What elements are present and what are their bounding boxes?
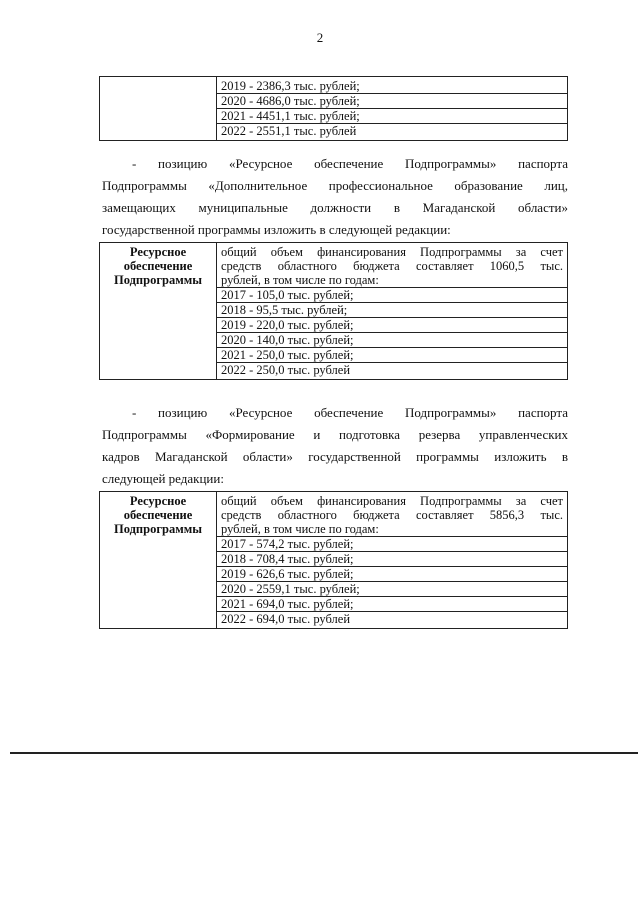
funding-intro (221, 494, 563, 536)
page-number: 2 (316, 30, 324, 45)
footer-divider (10, 752, 638, 754)
label-line: обеспечение (123, 508, 193, 522)
year-row: 2021 - 4451,1 тыс. рублей; (217, 108, 567, 123)
paragraph-line: следующей редакции: (102, 471, 224, 486)
intro-line: рублей, в том числе по годам: (221, 273, 379, 287)
year-row: 2020 - 4686,0 тыс. рублей; (217, 93, 567, 108)
intro-line: общий объем финансирования Подпрограммы за счет (221, 245, 563, 259)
paragraph-line: кадров Магаданской области» государственной программы изложить в (102, 449, 568, 464)
funding-cell (217, 243, 568, 380)
paragraph-line: государственной программы изложить в следующей редакции: (102, 222, 451, 237)
label-line: Ресурсное (129, 245, 187, 259)
intro-line: средств областного бюджета составляет 5856,3 тыс. (221, 508, 563, 522)
funding-cell (217, 492, 568, 629)
paragraph-line: Подпрограммы «Формирование и подготовка резерва управленческих (102, 427, 568, 442)
label-cell (100, 243, 217, 380)
label-line: Подпрограммы (113, 522, 202, 536)
year-row: 2019 - 2386,3 тыс. рублей; (221, 79, 360, 93)
funding-intro (221, 245, 563, 287)
year-row: 2017 - 105,0 тыс. рублей; (217, 287, 567, 302)
label-line: обеспечение (123, 259, 193, 273)
paragraph-line: Подпрограммы «Дополнительное профессиональное образование лиц, (102, 178, 568, 193)
label-cell (100, 492, 217, 629)
year-row: 2018 - 708,4 тыс. рублей; (217, 551, 567, 566)
resource-table-continued (99, 76, 568, 141)
intro-line: общий объем финансирования Подпрограммы за счет (221, 494, 563, 508)
funding-cell (217, 77, 568, 141)
year-row: 2021 - 250,0 тыс. рублей; (217, 347, 567, 362)
label-line: Ресурсное (129, 494, 187, 508)
year-row: 2020 - 2559,1 тыс. рублей; (217, 581, 567, 596)
label-line: Подпрограммы (113, 273, 202, 287)
paragraph-dpo (102, 153, 568, 241)
intro-line: средств областного бюджета составляет 1060,5 тыс. (221, 259, 563, 273)
paragraph-line: замещающих муниципальные должности в Магаданской области» (102, 200, 568, 215)
paragraph-line: - позицию «Ресурсное обеспечение Подпрограммы» паспорта (132, 156, 568, 171)
year-row: 2018 - 95,5 тыс. рублей; (217, 302, 567, 317)
year-row: 2020 - 140,0 тыс. рублей; (217, 332, 567, 347)
resource-table-dpo (99, 242, 568, 380)
year-row: 2022 - 694,0 тыс. рублей (217, 611, 567, 626)
year-row: 2022 - 250,0 тыс. рублей (217, 362, 567, 377)
year-row: 2022 - 2551,1 тыс. рублей (217, 123, 567, 138)
paragraph-reserve (102, 402, 568, 490)
year-row: 2021 - 694,0 тыс. рублей; (217, 596, 567, 611)
year-row: 2019 - 626,6 тыс. рублей; (217, 566, 567, 581)
resource-table-reserve (99, 491, 568, 629)
paragraph-line: - позицию «Ресурсное обеспечение Подпрограммы» паспорта (132, 405, 568, 420)
intro-line: рублей, в том числе по годам: (221, 522, 379, 536)
year-row: 2019 - 220,0 тыс. рублей; (217, 317, 567, 332)
empty-label-cell (100, 77, 217, 141)
year-row: 2017 - 574,2 тыс. рублей; (217, 536, 567, 551)
